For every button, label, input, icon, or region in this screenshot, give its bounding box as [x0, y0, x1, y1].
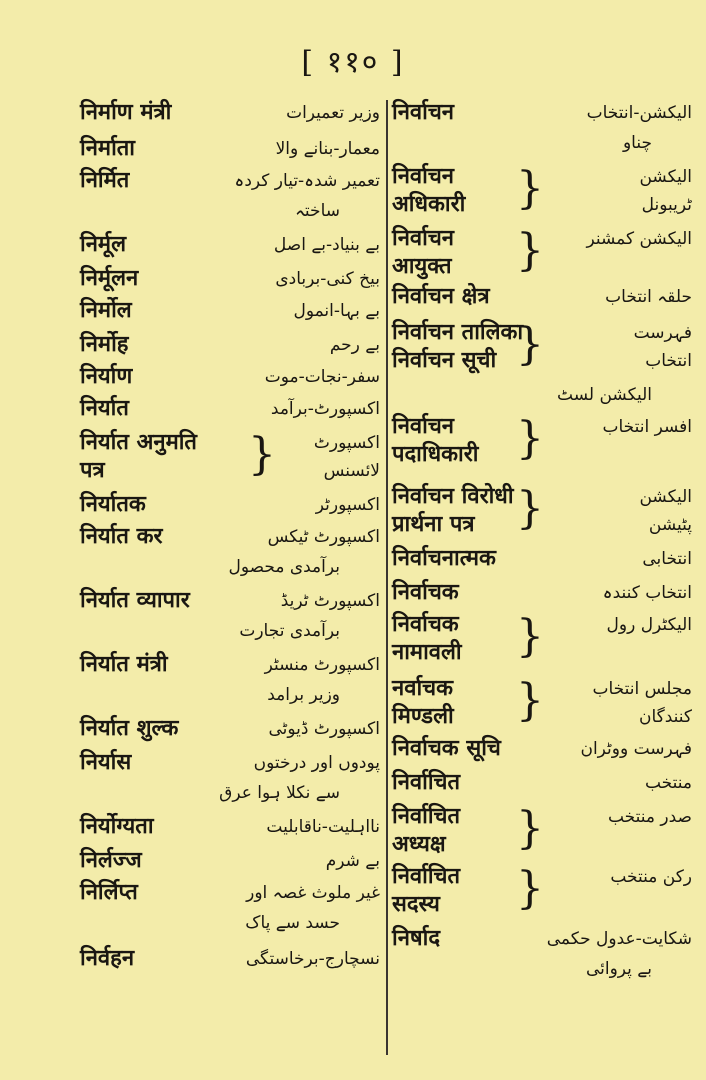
hindi-headword: निर्यास	[80, 750, 132, 775]
urdu-meaning-line2: کنندگان	[638, 707, 692, 727]
hindi-headword: निर्वाचक	[392, 580, 459, 605]
hindi-headword: निर्यात अनुमति	[80, 430, 197, 455]
urdu-meaning: انتخابی	[642, 549, 692, 569]
hindi-headword-line2: सदस्य	[392, 892, 440, 917]
urdu-meaning: فہرست	[633, 323, 692, 343]
dictionary-entry	[80, 166, 380, 230]
hindi-headword: निर्मित	[80, 168, 130, 193]
hindi-headword: निर्वाचन विरोधी	[392, 484, 514, 509]
urdu-meaning-line2: انتخاب	[645, 351, 692, 371]
urdu-meaning: بیخ کنی-بربادی	[275, 269, 380, 289]
urdu-meaning: بے شرم	[325, 851, 380, 871]
dictionary-entry	[80, 230, 380, 264]
urdu-meaning: افسر انتخاب	[602, 417, 692, 437]
dictionary-entry	[80, 650, 380, 714]
hindi-headword-line2: आयुक्त	[392, 254, 452, 279]
hindi-headword: निर्वाचित	[392, 770, 461, 795]
dictionary-entry	[80, 264, 380, 296]
grouping-brace: }	[516, 483, 544, 534]
hindi-headword: निर्वाचक सूचि	[392, 736, 501, 761]
hindi-headword: निर्वाचन तालिका	[392, 320, 524, 345]
hindi-headword: निर्यात मंत्री	[80, 652, 168, 677]
hindi-headword: निर्यात शुल्क	[80, 716, 179, 741]
dictionary-entry	[392, 412, 692, 482]
dictionary-entry	[80, 878, 380, 944]
urdu-meaning: الیکٹرل رول	[606, 615, 692, 635]
dictionary-entry	[80, 362, 380, 394]
urdu-meaning: اکسپورٹ ٹریڈ	[280, 591, 380, 611]
urdu-meaning: اکسپورٹر	[315, 495, 380, 515]
urdu-meaning: وزیر تعمیرات	[286, 103, 380, 123]
hindi-headword: निर्माता	[80, 136, 136, 161]
dictionary-entry	[80, 714, 380, 748]
dictionary-entry	[80, 134, 380, 166]
grouping-brace: }	[516, 863, 544, 914]
dictionary-entry	[80, 586, 380, 650]
grouping-brace: }	[516, 319, 544, 370]
grouping-brace: }	[516, 163, 544, 214]
urdu-meaning: بے بنیاد-بے اصل	[273, 235, 380, 255]
urdu-meaning: پودوں اور درختوں	[253, 753, 380, 773]
urdu-meaning-continuation: حسد سے پاک	[245, 913, 340, 933]
grouping-brace: }	[516, 611, 544, 662]
urdu-meaning: الیکشن کمشنر	[586, 229, 692, 249]
grouping-brace: }	[516, 803, 544, 854]
dictionary-entry	[80, 522, 380, 586]
hindi-headword: निर्षाद	[392, 926, 441, 951]
hindi-headword: निर्यात व्यापार	[80, 588, 190, 613]
urdu-meaning-continuation: برآمدی محصول	[228, 557, 340, 577]
grouping-brace: }	[516, 225, 544, 276]
hindi-headword-line2: मिण्डली	[392, 704, 454, 729]
dictionary-entry	[392, 768, 692, 802]
hindi-headword-line2: अधिकारी	[392, 192, 466, 217]
hindi-headword: निर्वाचन	[392, 164, 455, 189]
urdu-meaning-line2: ٹریبونل	[641, 195, 692, 215]
hindi-headword: निर्वाचक	[392, 612, 459, 637]
urdu-meaning-continuation: برآمدی تجارت	[239, 621, 340, 641]
hindi-headword: निर्लज्ज	[80, 848, 142, 873]
hindi-headword: निर्वाचन क्षेत्र	[392, 284, 490, 309]
hindi-headword: निर्मोल	[80, 298, 132, 323]
urdu-meaning: اکسپورٹ ڈیوٹی	[268, 719, 380, 739]
dictionary-entry	[392, 282, 692, 318]
urdu-meaning: شکایت-عدول حکمی	[546, 929, 692, 949]
hindi-headword: निर्वाचन	[392, 100, 455, 125]
urdu-meaning: بے رحم	[329, 335, 380, 355]
urdu-meaning: الیکشن-انتخاب	[586, 103, 692, 123]
urdu-meaning: فہرست ووٹران	[580, 739, 692, 759]
dictionary-entry	[80, 428, 380, 490]
urdu-meaning: اکسپورٹ	[313, 433, 380, 453]
column-divider	[386, 100, 388, 1055]
urdu-meaning-continuation: بے پروائی	[585, 959, 652, 979]
hindi-headword: निर्यात कर	[80, 524, 163, 549]
dictionary-entry	[392, 924, 692, 984]
urdu-meaning: غیر ملوث غصہ اور	[246, 883, 380, 903]
dictionary-entry	[392, 862, 692, 924]
dictionary-entry	[80, 846, 380, 878]
urdu-meaning: منتخب	[644, 773, 692, 793]
hindi-headword: निर्मूल	[80, 232, 126, 257]
urdu-meaning-line2: پٹیشن	[648, 515, 692, 535]
dictionary-entry	[80, 944, 380, 978]
grouping-brace: }	[516, 675, 544, 726]
hindi-headword-line2: पदाधिकारी	[392, 442, 479, 467]
urdu-meaning: الیکشن	[639, 167, 692, 187]
hindi-headword: निर्वाचित	[392, 864, 461, 889]
dictionary-entry	[80, 394, 380, 428]
hindi-headword-line2: प्रार्थना पत्र	[392, 512, 475, 537]
dictionary-entry	[392, 482, 692, 544]
urdu-meaning: انتخاب کنندہ	[602, 583, 692, 603]
hindi-headword: निर्वाचन	[392, 226, 455, 251]
grouping-brace: }	[248, 429, 276, 480]
urdu-meaning: نااہلیت-ناقابلیت	[266, 817, 380, 837]
dictionary-entry	[392, 318, 692, 412]
dictionary-entry	[80, 748, 380, 812]
dictionary-entry	[392, 610, 692, 674]
hindi-headword: निर्यातक	[80, 492, 146, 517]
page-number: [ ११० ]	[301, 45, 405, 80]
dictionary-entry	[80, 98, 380, 134]
hindi-headword: निर्मोह	[80, 332, 129, 357]
urdu-meaning-line2: لائسنس	[323, 461, 380, 481]
hindi-headword: निर्वाचित	[392, 804, 461, 829]
hindi-headword: निर्लिप्त	[80, 880, 138, 905]
dictionary-entry	[392, 802, 692, 862]
dictionary-entry	[80, 330, 380, 362]
dictionary-entry	[392, 578, 692, 610]
urdu-meaning: نسچارج-برخاستگی	[245, 949, 380, 969]
grouping-brace: }	[516, 413, 544, 464]
hindi-headword: निर्वहन	[80, 946, 135, 971]
left-column	[80, 98, 380, 1053]
hindi-headword: निर्योग्यता	[80, 814, 154, 839]
hindi-headword: निर्वाचनात्मक	[392, 546, 496, 571]
dictionary-entry	[80, 296, 380, 330]
dictionary-entry	[392, 734, 692, 768]
urdu-meaning: رکن منتخب	[610, 867, 692, 887]
hindi-headword: नर्वाचक	[392, 676, 454, 701]
dictionary-entry	[392, 544, 692, 578]
dictionary-entry	[392, 162, 692, 224]
urdu-meaning-continuation: چناو	[622, 133, 652, 153]
urdu-meaning: مجلس انتخاب	[592, 679, 692, 699]
urdu-meaning-continuation: سے نکلا ہوا عرق	[219, 783, 340, 803]
dictionary-entry	[80, 490, 380, 522]
hindi-headword-line2: अध्यक्ष	[392, 832, 446, 857]
dictionary-entry	[392, 224, 692, 282]
urdu-meaning: سفر-نجات-موت	[264, 367, 380, 387]
hindi-headword: निर्माण मंत्री	[80, 100, 172, 125]
urdu-meaning: تعمیر شدہ-تیار کردہ	[234, 171, 380, 191]
urdu-meaning: بے بہا-انمول	[293, 301, 380, 321]
urdu-meaning: معمار-بنانے والا	[275, 139, 380, 159]
urdu-meaning-continuation: وزیر برامد	[267, 685, 340, 705]
hindi-headword: निर्वाचन	[392, 414, 455, 439]
hindi-headword: निर्याण	[80, 364, 133, 389]
urdu-meaning: اکسپورٹ-برآمد	[270, 399, 380, 419]
urdu-meaning: حلقہ انتخاب	[605, 287, 692, 307]
dictionary-entry	[392, 674, 692, 734]
hindi-headword-line2: निर्वाचन सूची	[392, 348, 497, 373]
dictionary-entry	[392, 98, 692, 162]
urdu-meaning: الیکشن	[639, 487, 692, 507]
dictionary-entry	[80, 812, 380, 846]
hindi-headword-line2: नामावली	[392, 640, 462, 665]
urdu-meaning-continuation: ساختہ	[294, 201, 340, 221]
urdu-meaning-continuation: الیکشن لسٹ	[557, 385, 652, 405]
hindi-headword: निर्यात	[80, 396, 129, 421]
right-column	[392, 98, 692, 1053]
urdu-meaning: اکسپورٹ منسٹر	[264, 655, 380, 675]
urdu-meaning: اکسپورٹ ٹیکس	[267, 527, 380, 547]
hindi-headword-line2: पत्र	[80, 458, 105, 483]
hindi-headword: निर्मूलन	[80, 266, 139, 291]
urdu-meaning: صدر منتخب	[607, 807, 692, 827]
